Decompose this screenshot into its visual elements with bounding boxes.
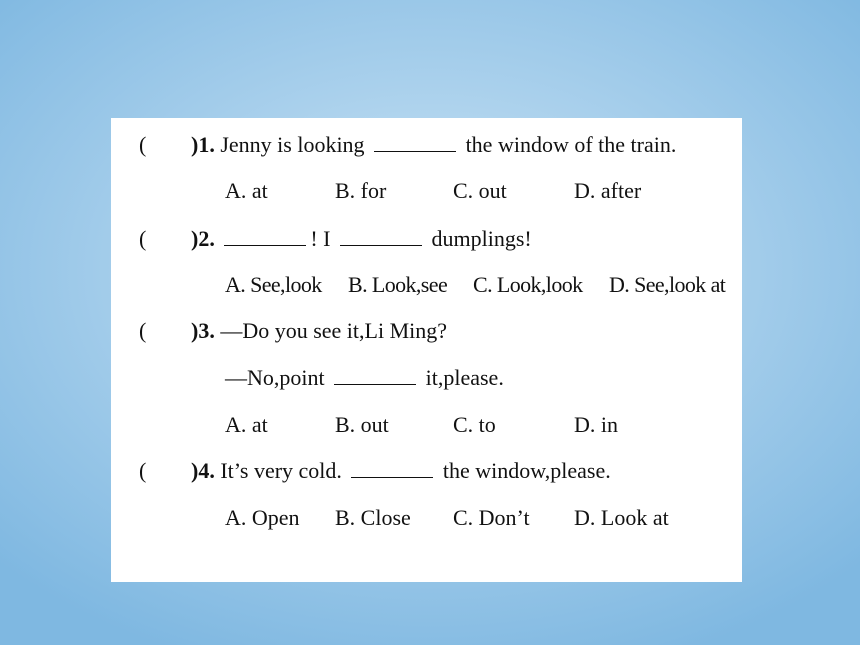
option-c: C. to (453, 412, 496, 437)
option-d: D. See,look at (609, 272, 726, 297)
question-number: )1. (191, 132, 215, 157)
question-number: )3. (191, 318, 215, 343)
answer-blank (224, 229, 306, 246)
question-text: it,please. (425, 365, 504, 390)
answer-paren: ( (139, 458, 147, 483)
question-3-options (111, 412, 742, 442)
option-c: C. out (453, 178, 507, 203)
question-text: —No,point (225, 365, 325, 390)
option-a: A. Open (225, 505, 300, 530)
answer-paren: ( (139, 132, 147, 157)
answer-blank (334, 368, 416, 385)
question-1-options (111, 178, 742, 208)
option-c: C. Don’t (453, 505, 530, 530)
question-text: ! I (310, 226, 331, 251)
question-4-options (111, 505, 742, 535)
answer-blank (374, 135, 456, 152)
option-d: D. in (574, 412, 618, 437)
question-4 (111, 458, 742, 488)
option-d: D. Look at (574, 505, 669, 530)
answer-blank (351, 461, 433, 478)
question-text: Jenny is looking (220, 132, 365, 157)
option-c: C. Look,look (473, 272, 583, 297)
question-text: the window,please. (442, 458, 611, 483)
answer-blank (340, 229, 422, 246)
question-2 (111, 226, 742, 256)
answer-paren: ( (139, 226, 147, 251)
option-a: A. See,look (225, 272, 322, 297)
question-text: It’s very cold. (220, 458, 342, 483)
option-d: D. after (574, 178, 642, 203)
question-text: —Do you see it,Li Ming? (220, 318, 448, 343)
question-2-options (111, 272, 742, 302)
option-a: A. at (225, 178, 268, 203)
worksheet (111, 118, 742, 582)
option-b: B. Look,see (348, 272, 448, 297)
question-3 (111, 318, 742, 348)
question-1 (111, 132, 742, 162)
question-text: the window of the train. (465, 132, 677, 157)
question-3-line-2 (111, 365, 742, 395)
question-number: )2. (191, 226, 215, 251)
option-b: B. out (335, 412, 389, 437)
answer-paren: ( (139, 318, 147, 343)
option-a: A. at (225, 412, 268, 437)
question-text: dumplings! (431, 226, 532, 251)
question-number: )4. (191, 458, 215, 483)
option-b: B. for (335, 178, 387, 203)
option-b: B. Close (335, 505, 411, 530)
